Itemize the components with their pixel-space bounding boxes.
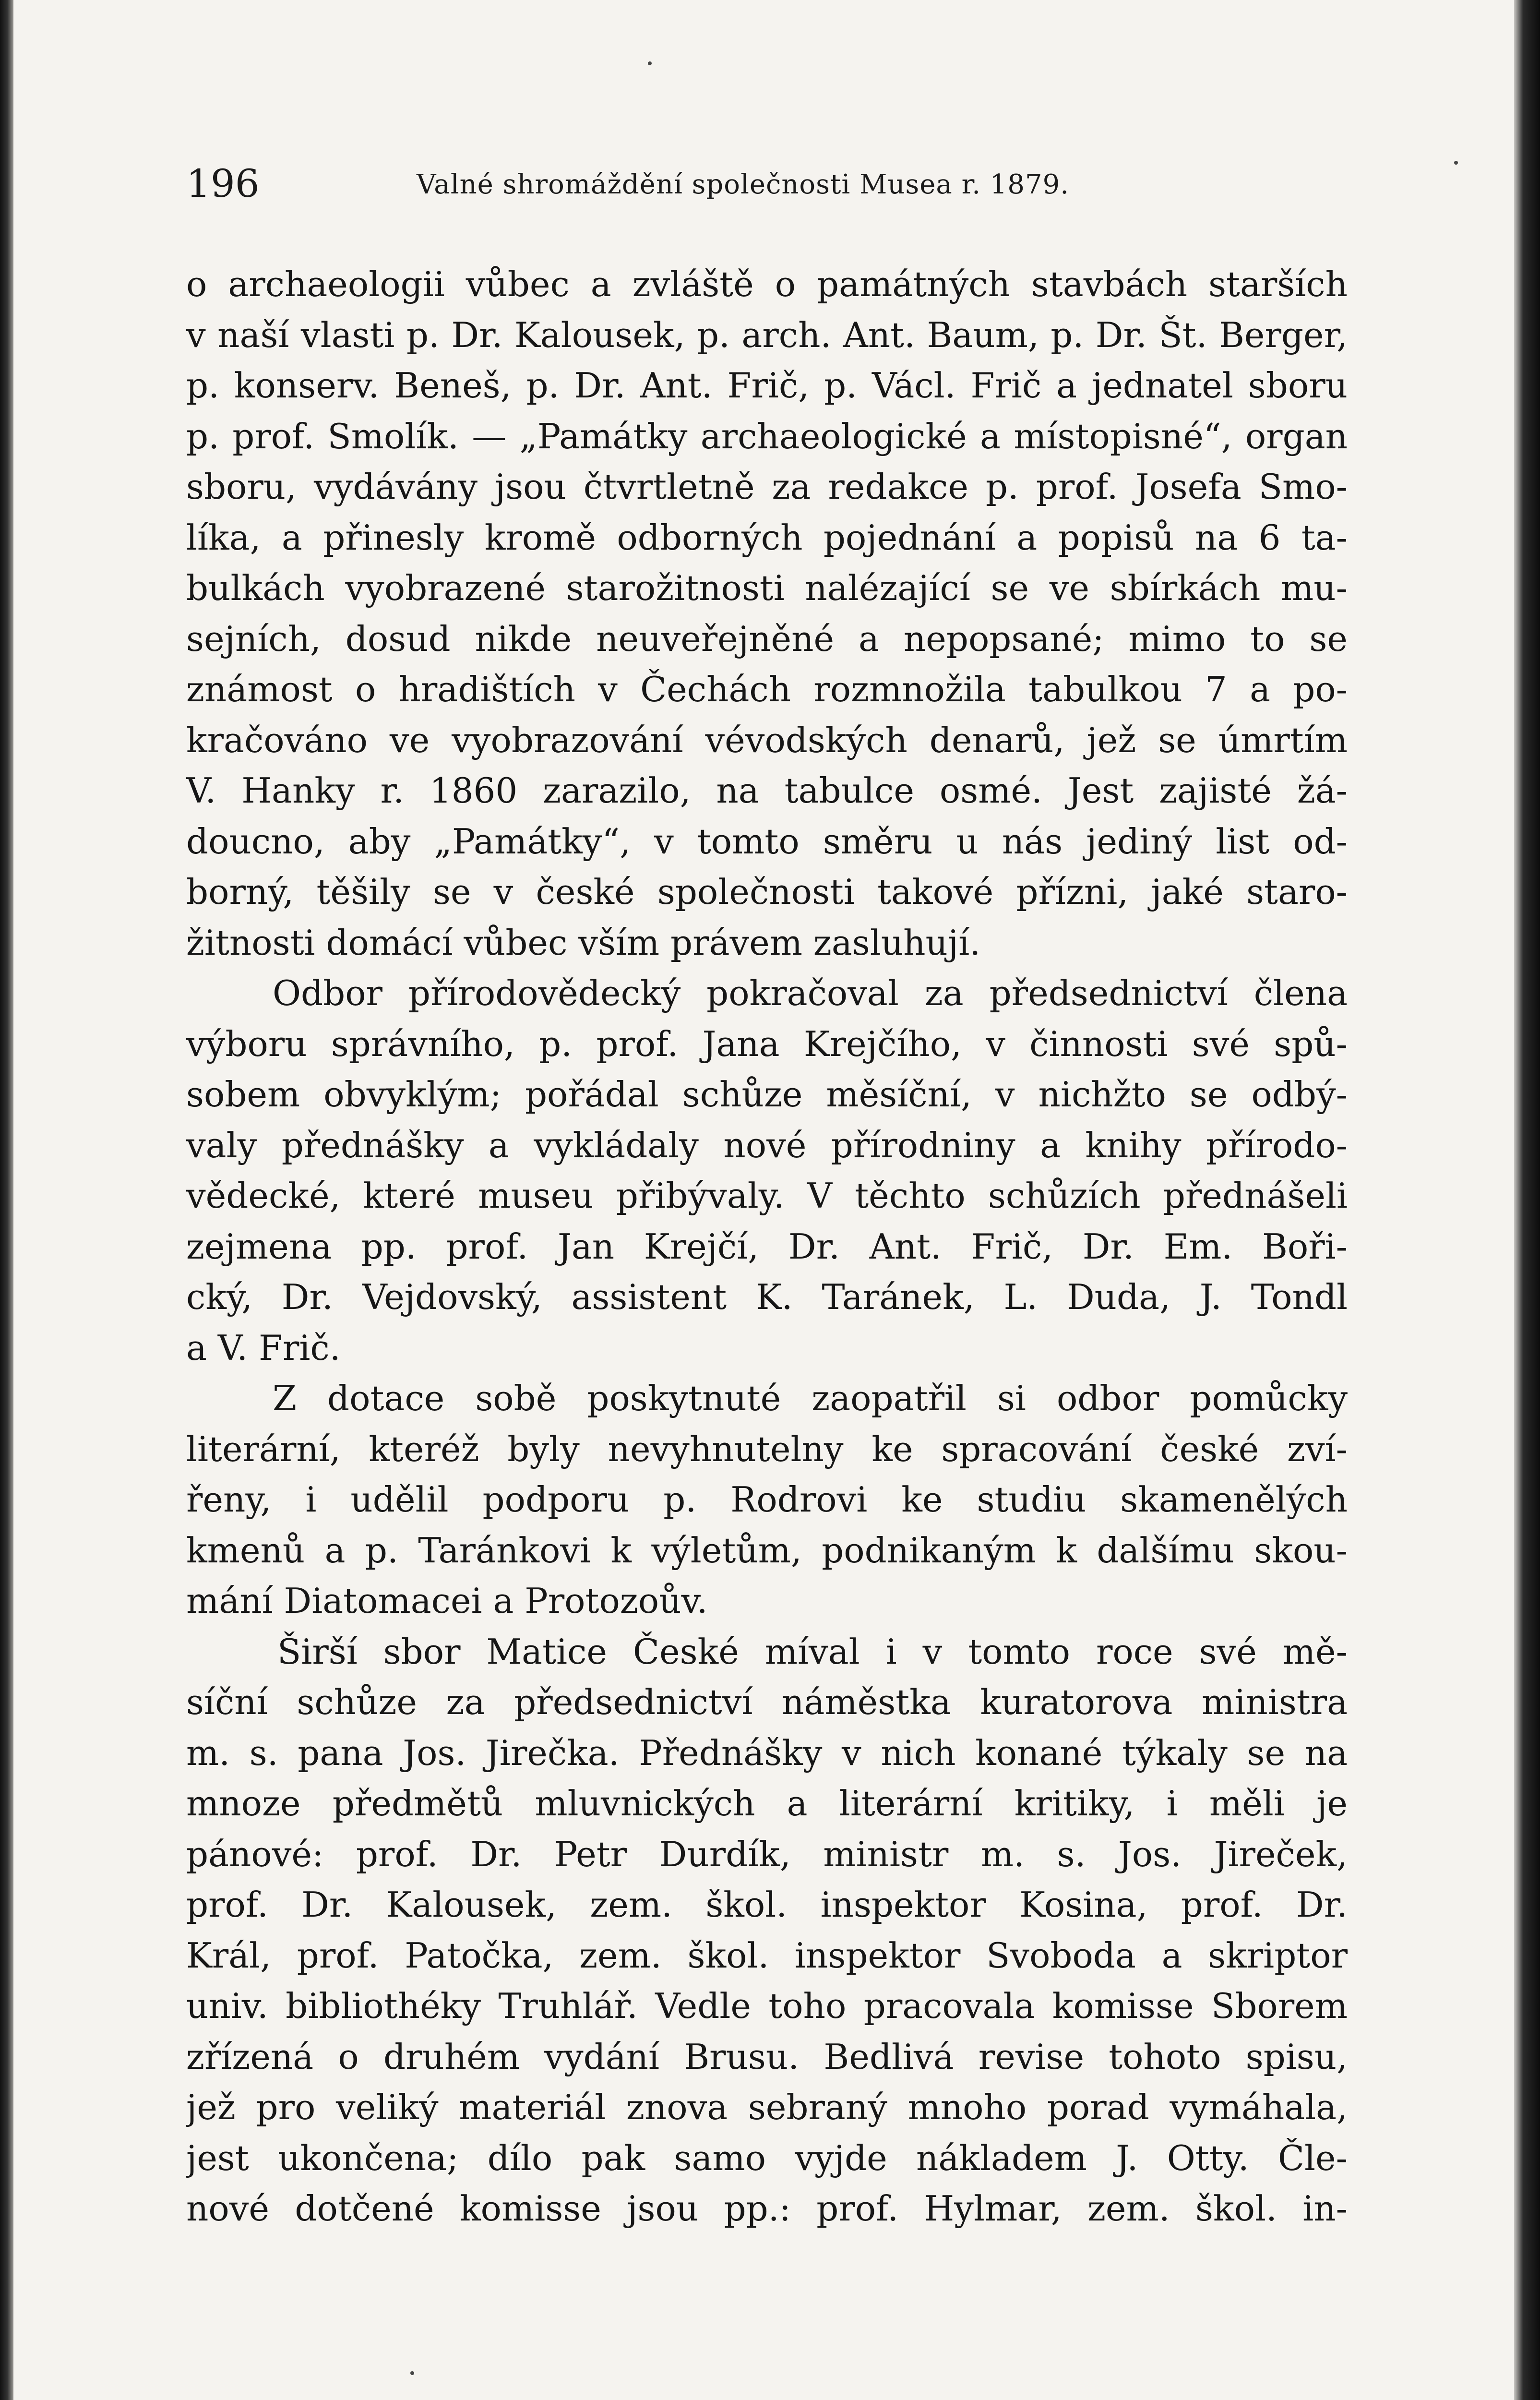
text-line: v naší vlasti p. Dr. Kalousek, p. arch. Ant. Baum, p. Dr. Št. Berger,: [186, 314, 1348, 355]
text-line: o archaeologii vůbec a zvláště o památných stavbách starších: [186, 264, 1348, 304]
text-line: a V. Frič.: [186, 1327, 341, 1368]
text-line: nové dotčené komisse jsou pp.: prof. Hylmar, zem. škol. in-: [186, 2188, 1348, 2229]
text-line: vědecké, které museu přibývaly. V těchto schůzích přednášeli: [186, 1176, 1348, 1216]
paragraph-start-line: Odbor přírodovědecký pokračoval za předsednictví člena: [273, 973, 1348, 1013]
text-line: Král, prof. Patočka, zem. škol. inspektor Svoboda a skriptor: [186, 1935, 1348, 1976]
text-line: kmenů a p. Taránkovi k výletům, podnikaným k dalšímu skou-: [186, 1530, 1348, 1571]
page-number: 196: [186, 161, 260, 206]
text-line: kračováno ve vyobrazování vévodských denarů, jež se úmrtím: [186, 720, 1348, 760]
text-line: cký, Dr. Vejdovský, assistent K. Taránek, L. Duda, J. Tondl: [186, 1277, 1348, 1317]
text-line: síční schůze za předsednictví náměstka kuratorova ministra: [186, 1682, 1348, 1722]
text-line: mání Diatomacei a Protozoův.: [186, 1581, 708, 1621]
text-line: pánové: prof. Dr. Petr Durdík, ministr m. s. Jos. Jireček,: [186, 1834, 1348, 1874]
text-line: řeny, i udělil podporu p. Rodrovi ke studiu skamenělých: [186, 1479, 1348, 1520]
scan-border-right: [1514, 0, 1540, 2400]
text-line: sejních, dosud nikde neuveřejněné a nepopsané; mimo to se: [186, 618, 1348, 659]
text-line: valy přednášky a vykládaly nové přírodniny a knihy přírodo-: [186, 1125, 1348, 1165]
page-header: [186, 157, 1122, 210]
text-line: zejmena pp. prof. Jan Krejčí, Dr. Ant. Frič, Dr. Em. Boři-: [186, 1226, 1348, 1267]
body-text: [186, 259, 1348, 2234]
text-line: známost o hradištích v Čechách rozmnožila tabulkou 7 a po-: [186, 669, 1348, 709]
text-line: V. Hanky r. 1860 zarazilo, na tabulce osmé. Jest zajisté žá-: [186, 770, 1348, 811]
text-line: univ. bibliothéky Truhlář. Vedle toho pracovala komisse Sborem: [186, 1986, 1348, 2026]
text-line: m. s. pana Jos. Jirečka. Přednášky v nich konané týkaly se na: [186, 1732, 1348, 1773]
text-line: výboru správního, p. prof. Jana Krejčího, v činnosti své spů-: [186, 1023, 1348, 1064]
text-line: literární, kteréž byly nevyhnutelny ke spracování české zví-: [186, 1428, 1348, 1469]
text-line: borný, těšily se v české společnosti takové přízni, jaké staro-: [186, 872, 1348, 912]
scan-border-left: [0, 0, 13, 2400]
text-line: p. prof. Smolík. — „Památky archaeologické a místopisné“, organ: [186, 416, 1348, 456]
text-line: p. konserv. Beneš, p. Dr. Ant. Frič, p. Václ. Frič a jednatel sboru: [186, 365, 1348, 406]
text-line: bulkách vyobrazené starožitnosti nalézající se ve sbírkách mu-: [186, 568, 1348, 608]
text-line: žitnosti domácí vůbec vším právem zasluhují.: [186, 922, 981, 963]
text-line: mnoze předmětů mluvnických a literární kritiky, i měli je: [186, 1783, 1348, 1824]
paragraph-start-line: Z dotace sobě poskytnuté zaopatřil si odbor pomůcky: [273, 1378, 1348, 1418]
text-line: sobem obvyklým; pořádal schůze měsíční, v nichžto se odbý-: [186, 1074, 1348, 1115]
running-title: Valné shromáždění společnosti Musea r. 1879.: [417, 169, 1070, 200]
text-line: jest ukončena; dílo pak samo vyjde nákladem J. Otty. Čle-: [186, 2137, 1348, 2178]
paragraph-start-line: Širší sbor Matice České míval i v tomto roce své mě-: [277, 1631, 1348, 1672]
text-line: sboru, vydávány jsou čtvrtletně za redakce p. prof. Josefa Smo-: [186, 467, 1348, 507]
text-line: zřízená o druhém vydání Brusu. Bedlivá revise tohoto spisu,: [186, 2036, 1348, 2077]
speck: [1454, 161, 1458, 165]
text-line: doucno, aby „Památky“, v tomto směru u nás jediný list od-: [186, 821, 1348, 862]
text-line: prof. Dr. Kalousek, zem. škol. inspektor Kosina, prof. Dr.: [186, 1884, 1348, 1925]
speck: [410, 2371, 414, 2375]
text-line: líka, a přinesly kromě odborných pojednání a popisů na 6 ta-: [186, 517, 1348, 558]
speck: [648, 61, 652, 65]
text-line: jež pro veliký materiál znova sebraný mnoho porad vymáhala,: [186, 2087, 1348, 2127]
